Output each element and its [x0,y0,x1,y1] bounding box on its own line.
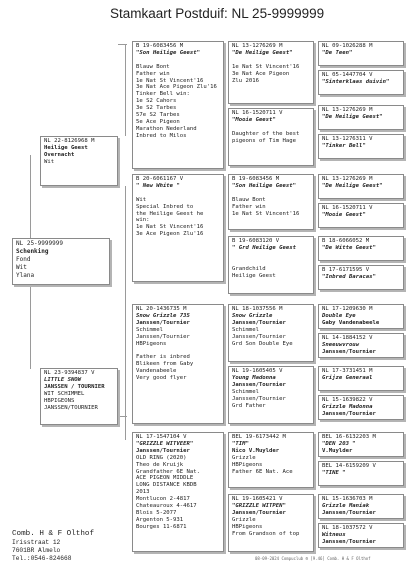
connector [30,285,31,369]
pigeon-name-2: Janssen/Tournier [232,381,286,388]
pigeon-name-2: Gaby Vandenabeele [322,319,380,326]
pigeon-name: "Son Heilige Geest" [136,49,200,56]
ring-number: NL 13-1276311 V [322,136,373,142]
info-line: HBPigeons [232,461,263,468]
info-line: Montlucon 2-4817 [136,496,190,503]
info-line: Heilige Geest [232,272,276,279]
pigeon-name: "De Witte Geest" [322,244,376,251]
pigeon-card-g5[interactable] [318,395,404,420]
info-line [232,252,310,259]
pigeon-card-ddd[interactable] [228,494,314,552]
ring-number: NL 17-1209630 M [322,306,373,312]
info-line: 2013 [136,489,150,496]
pigeon-card-g5[interactable] [318,236,404,261]
pigeon-card-sdd[interactable] [228,236,314,294]
info-line: HBPigeons [136,340,167,347]
info-line: Janssen/Tournier [136,333,190,340]
breeder-city: 7601BR Almelo [12,547,61,554]
pigeon-name: Snow Grizzle [232,312,273,319]
info-line: 3e Ace Pigeon Zlu'16 [136,231,204,238]
pigeon-card-dds[interactable] [228,432,314,488]
pigeon-card-g5[interactable] [318,304,404,329]
ring-number: B 19-6083456 M [136,43,184,49]
breeder-phone: Tel.:0546-824668 [12,555,72,562]
ring-number: NL 22-8126968 M [44,138,95,144]
info-line: win: [136,217,150,224]
pigeon-name: "Son Heilige Geest" [232,182,296,189]
breeder-street: Irisstraat 12 [12,539,61,546]
pigeon-name-2: Janssen/Tournier [136,447,190,454]
info-line [232,259,310,266]
pigeon-name: "De Heilige Geest" [232,49,293,56]
info-line: Wit [44,158,55,165]
ring-number: NL 18-1037572 V [322,525,373,531]
ring-number: NL 16-1520711 V [322,205,373,211]
pigeon-name: "GRIZZLE WITVEER" [136,440,194,447]
ring-number: B 20-6061167 V [136,176,184,182]
pigeon-card-subject[interactable] [12,238,110,285]
ring-number: NL 23-9394837 V [44,370,95,376]
info-line: Argenton 5-931 [136,516,184,523]
info-line: Grd Father [232,402,266,409]
info-line: Daughter of the best [232,130,300,137]
info-line: Grandfather 6E Nat. [136,468,200,475]
connector [125,186,126,416]
info-line: Vandenabeele [136,368,177,375]
pigeon-card-g5[interactable] [318,174,404,199]
info-line: JANSSEN/TOURNIER [44,404,98,411]
ring-number: NL 17-1547104 V [136,434,187,440]
info-line: Janssen/Tournier [232,333,286,340]
info-line [136,190,220,197]
ring-number: NL 20-1436735 M [136,306,187,312]
pigeon-name: "TIM" [232,440,249,447]
info-line: Schimmel [232,326,259,333]
info-line: pigeons of Tim Hage [232,137,296,144]
pigeon-name: Grizzle Maniak [322,502,370,509]
connector [125,44,126,136]
breeder-name: Comb. H & F Olthof [12,530,95,538]
pigeon-name: "TINE " [322,469,346,476]
pigeon-card-g5[interactable] [318,523,404,548]
info-line: Grizzle [232,516,256,523]
pigeon-card-ssd[interactable] [228,108,314,166]
pigeon-name: "De Teen" [322,49,353,56]
info-line: Very good flyer [136,375,187,382]
pigeon-name: "Inbred Baracas" [322,273,376,280]
pigeon-name: "Sinterklaas duivin" [322,78,390,85]
info-line: Bourges 11-6871 [136,523,187,530]
info-line: Father win [136,70,170,77]
info-line: HBPigeons [232,523,263,530]
info-line: 1e Nat St Vincent'16 [232,210,300,217]
ring-number: NL 09-1026288 M [322,43,373,49]
connector [118,416,127,417]
pigeon-card-ss[interactable] [132,41,224,169]
pigeon-name: "Tinker Bell" [322,142,366,149]
ring-number: NL 19-1605421 V [232,496,283,502]
info-line [232,124,310,131]
pigeon-name: "Mooie Geest" [232,116,276,123]
info-line: Grizzle [232,454,256,461]
info-line: Schimmel [136,326,163,333]
info-line: LONG DISTANCE KBDB [136,482,197,489]
info-line [232,57,310,64]
pigeon-card-sds[interactable] [228,174,314,230]
pigeon-name: "GRIZZLE WITPEN" [232,502,286,509]
ring-number: B 18-6066052 M [322,238,370,244]
connector [118,44,127,45]
ring-number: B 19-6083120 V [232,238,280,244]
pigeon-name: Double Eye [322,312,356,319]
info-line: 3e Nat Ace Pigeon [232,70,290,77]
pigeon-card-g5[interactable] [318,134,404,159]
ring-number: NL 18-1037556 M [232,306,283,312]
info-line: Blois 5-2077 [136,509,177,516]
ring-number: NL 25-9999999 [16,240,63,247]
pigeon-name-2: JANSSEN / TOURNIER [44,383,105,390]
info-line: Wit [16,264,27,271]
info-line [232,190,310,197]
pigeon-card-dsd[interactable] [228,366,314,424]
ring-number: NL 13-1276269 M [232,43,283,49]
pigeon-name-2: V.Muylder [322,447,353,454]
info-line: OLD RING (2020) [136,454,187,461]
ring-number: NL 05-1447704 V [322,72,373,78]
info-line: Special Inbred to [136,203,194,210]
ring-number: BEL 19-6173442 M [232,434,286,440]
connector [30,155,31,239]
pigeon-name: Grizzle Madonna [322,403,373,410]
pigeon-name: Snow Grizzle 735 [136,312,190,319]
pigeon-card-sd[interactable] [132,174,224,282]
info-line: Grd Son Double Eye [232,340,293,347]
ring-number: NL 16-1520711 V [232,110,283,116]
info-line: HBPIGEONS [44,397,75,404]
info-line: Father 6E Nat. Ace [232,468,293,475]
info-line: Blauw Bont [232,196,266,203]
ring-number: B 19-6083456 M [232,176,280,182]
ring-number: BEL 16-6132203 M [322,434,376,440]
info-line: Zlu 2016 [232,77,259,84]
info-line [136,57,220,64]
pigeon-card-g5[interactable] [318,333,404,358]
pigeon-name-2: Janssen/Tournier [322,348,376,355]
info-line: Blauw Bont [136,63,170,70]
info-line: 1e Nat St Vincent'16 [232,63,300,70]
pigeon-card-g5[interactable] [318,41,404,66]
info-line [136,347,220,354]
pigeon-name-2: Janssen/Tournier [232,319,286,326]
pigeon-name-2: Janssen/Tournier [232,509,286,516]
info-line: Father is inbred [136,354,190,361]
pigeon-card-g5[interactable] [318,461,404,486]
info-line: 1e Nat St Vincent'16 [136,224,204,231]
info-line: Father win [232,203,266,210]
pigeon-name: Heilige Geest [44,144,88,151]
pigeon-name: Grijze Generaal [322,374,373,381]
connector [125,400,126,440]
pigeon-card-ds[interactable] [132,304,224,424]
info-line: the Heilige Geest he [136,210,204,217]
pigeon-name: LITTLE SNOW [44,376,82,383]
pigeon-card-g5[interactable] [318,105,404,130]
info-line: Grandchild [232,265,266,272]
ring-number: NL 15-1639822 V [322,397,373,403]
pigeon-name: Schenking [16,248,49,255]
info-line: WIT SCHIMMEL [44,390,85,397]
info-line: ACE PIGEON MIDDLE [136,475,194,482]
ring-number: NL 15-1636703 M [322,496,373,502]
pigeon-name-2: Janssen/Tournier [322,509,376,516]
pigeon-card-g5[interactable] [318,366,404,391]
info-line: Tinker Bell win: [136,91,190,98]
pigeon-card-dam[interactable] [40,368,118,425]
info-line: 3e S2 Tarbes [136,105,177,112]
info-line: Marathon Nederland [136,125,197,132]
pigeon-name: Young Madonna [232,374,276,381]
pigeon-card-g5[interactable] [318,494,404,519]
pigeon-name: "Mooie Geest" [322,211,366,218]
ring-number: NL 17-3731451 M [322,368,373,374]
info-line: 57e S2 Tarbes [136,112,180,119]
pigeon-name-2: Janssen/Tournier [136,319,190,326]
info-line: Wit [136,196,147,203]
info-line: From Grandson of top [232,530,300,537]
ring-number: BEL 14-6159209 V [322,463,376,469]
pigeon-card-g5[interactable] [318,432,404,457]
pigeon-name: " New White " [136,182,180,189]
pigeon-name-2: Overnacht [44,151,75,158]
info-line: 1e Nat St Vincent'16 [136,77,204,84]
ring-number: NL 14-1884152 V [322,335,373,341]
info-line: 5e Ace Pigeon [136,118,180,125]
pigeon-name-2: Janssen/Tournier [322,410,376,417]
page-title: Stamkaart Postduif: NL 25-9999999 [110,6,325,21]
pigeon-name-2: Nico V.Muylder [232,447,280,454]
pigeon-card-sss[interactable] [228,41,314,104]
ring-number: NL 13-1276269 M [322,176,373,182]
breeder-info [12,530,94,563]
info-line: Fond [16,256,31,263]
pigeon-name: "DEN 203 " [322,440,356,447]
print-footer: 08-09-2024 Compuclub ® [9.46] Comb. H & F Olthof [255,556,371,561]
pigeon-name: Sneeuwvrouw [322,341,360,348]
pigeon-name-2: Janssen/Tournier [322,538,376,545]
info-line: Theo de Kruijk [136,461,184,468]
info-line: Inbred to Milos [136,132,187,139]
info-line: Blikeen from Gaby [136,361,194,368]
pigeon-name: "De Heilige Geest" [322,113,383,120]
info-line: 3e Nat Ace Pigeon Zlu'16 [136,84,217,91]
pigeon-card-dss[interactable] [228,304,314,362]
info-line: Schimmel [232,388,259,395]
ring-number: NL 19-1605405 V [232,368,283,374]
info-line: Ylana [16,272,35,279]
pigeon-card-g5[interactable] [318,265,404,290]
info-line: Chateauroux 4-4617 [136,503,197,510]
info-line: Janssen/Tournier [232,395,286,402]
pigeon-card-dd[interactable] [132,432,224,552]
ring-number: NL 13-1276269 M [322,107,373,113]
pigeon-name: "De Heilige Geest" [322,182,383,189]
pigeon-name: " Grd Heilige Geest [232,244,296,251]
pigeon-card-sire[interactable] [40,136,118,186]
pigeon-name: Witneus [322,531,346,538]
info-line: 1e S2 Cahors [136,98,177,105]
pigeon-card-g5[interactable] [318,203,404,228]
ring-number: B 17-6171595 V [322,267,370,273]
pigeon-card-g5[interactable] [318,70,404,95]
